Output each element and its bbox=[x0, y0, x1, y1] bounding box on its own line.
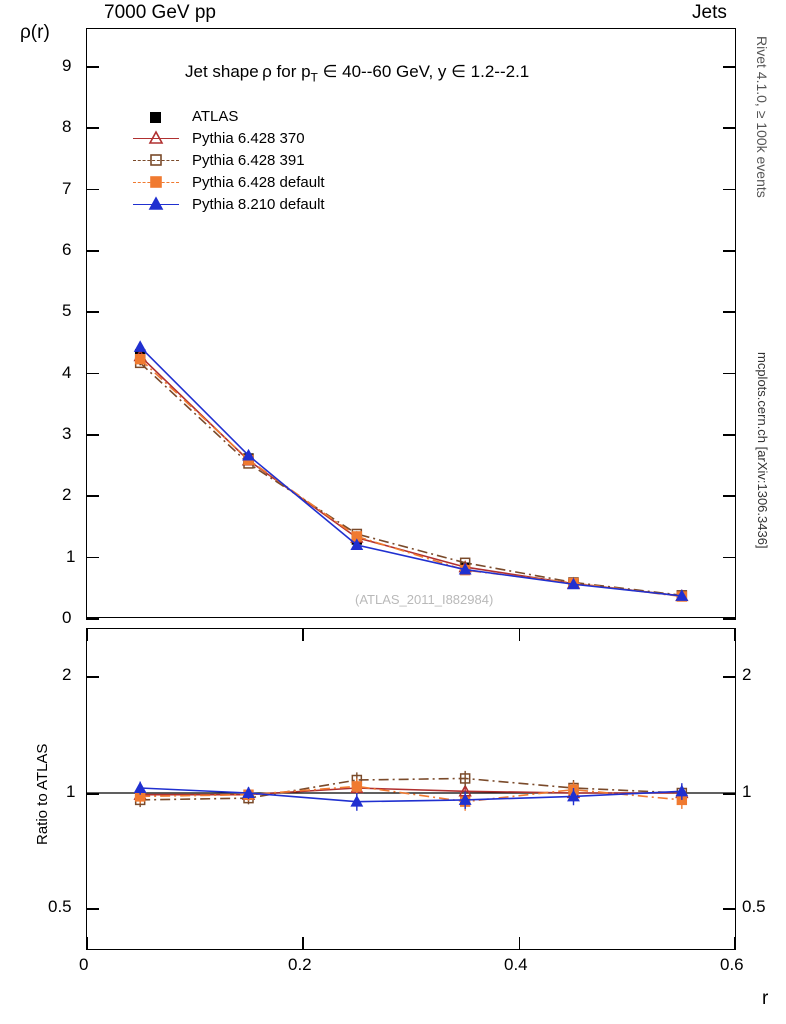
legend-label-atlas: ATLAS bbox=[192, 108, 239, 125]
rivet-version-label: Rivet 4.1.0, ≥ 100k events bbox=[754, 36, 770, 198]
ytick-3 bbox=[86, 434, 99, 436]
legend-marker-pythia6-391 bbox=[147, 151, 165, 169]
ratio-yticklabel-0.5: 0.5 bbox=[48, 897, 72, 916]
ratio-ytick-right-2 bbox=[723, 676, 736, 678]
ratio-ytick-right-0.5 bbox=[723, 908, 736, 910]
xticklabel-0.4: 0.4 bbox=[504, 955, 528, 974]
ytick-5 bbox=[86, 311, 99, 313]
legend-marker-pythia6-default bbox=[147, 173, 165, 191]
plot-title-text: Jet shape ρ for p bbox=[185, 62, 311, 81]
ytick-6 bbox=[86, 250, 99, 252]
ytick-right-9 bbox=[723, 66, 736, 68]
legend-label-pythia6-default: Pythia 6.428 default bbox=[192, 174, 325, 191]
ytick-right-4 bbox=[723, 373, 736, 375]
ratio-yticklabel-2: 2 bbox=[62, 665, 72, 684]
xtick-0.4 bbox=[519, 937, 521, 950]
xtick-top-0.2 bbox=[302, 628, 304, 641]
xticklabel-0: 0 bbox=[79, 955, 89, 974]
ratio-ytick-0.5 bbox=[86, 908, 99, 910]
ratio-ytick-1 bbox=[86, 793, 99, 795]
yticklabel-4: 4 bbox=[62, 362, 72, 382]
ratio-yticklabel-1: 1 bbox=[66, 782, 76, 801]
ratio-y-axis-label: Ratio to ATLAS bbox=[34, 743, 51, 845]
dataset-watermark: (ATLAS_2011_I882984) bbox=[355, 592, 494, 607]
plot-title: Jet shape ρ for $p_T$ ∈ 40--60 GeV, y ∈ 1.2--2.1 bbox=[185, 62, 530, 85]
ytick-right-5 bbox=[723, 311, 736, 313]
xtick-0 bbox=[86, 937, 88, 950]
main-plot-frame bbox=[86, 28, 736, 618]
x-axis-label: r bbox=[762, 988, 769, 1009]
ytick-right-0 bbox=[723, 618, 736, 620]
legend-marker-pythia8-default bbox=[147, 195, 165, 213]
yticklabel-6: 6 bbox=[62, 240, 72, 259]
ratio-plot-frame bbox=[86, 628, 736, 950]
ratio-yticklabel-right-1: 1 bbox=[742, 782, 752, 801]
xtick-0.2 bbox=[302, 937, 304, 950]
xtick-top-0.6 bbox=[734, 628, 736, 641]
yticklabel-0: 0 bbox=[62, 608, 72, 627]
yticklabel-9: 9 bbox=[62, 56, 72, 75]
header-left: 7000 GeV pp bbox=[104, 2, 216, 23]
yticklabel-2: 2 bbox=[62, 485, 72, 505]
ytick-9 bbox=[86, 66, 99, 68]
legend-marker-atlas bbox=[150, 112, 161, 123]
legend-label-pythia6-370: Pythia 6.428 370 bbox=[192, 130, 305, 147]
ytick-right-6 bbox=[723, 250, 736, 252]
yticklabel-7: 7 bbox=[62, 178, 72, 198]
xtick-top-0 bbox=[86, 628, 88, 641]
ytick-0 bbox=[86, 618, 99, 620]
yticklabel-5: 5 bbox=[62, 301, 72, 321]
ytick-right-2 bbox=[723, 495, 736, 497]
yticklabel-3: 3 bbox=[62, 424, 72, 443]
header-right: Jets bbox=[692, 2, 727, 23]
ytick-2 bbox=[86, 495, 99, 497]
xtick-0.6 bbox=[734, 937, 736, 950]
ytick-right-1 bbox=[723, 557, 736, 559]
xticklabel-0.6: 0.6 bbox=[720, 955, 744, 974]
ytick-4 bbox=[86, 373, 99, 375]
ytick-1 bbox=[86, 557, 99, 559]
legend-label-pythia8-default: Pythia 8.210 default bbox=[192, 196, 325, 213]
ratio-ytick-right-1 bbox=[723, 793, 736, 795]
yticklabel-1: 1 bbox=[66, 546, 76, 566]
ytick-right-3 bbox=[723, 434, 736, 436]
legend-marker-pythia6-370 bbox=[147, 129, 165, 147]
ytick-7 bbox=[86, 189, 99, 191]
y-axis-label: ρ(r) bbox=[20, 22, 50, 43]
ytick-8 bbox=[86, 127, 99, 129]
ratio-ytick-2 bbox=[86, 676, 99, 678]
legend-label-pythia6-391: Pythia 6.428 391 bbox=[192, 152, 305, 169]
ytick-right-8 bbox=[723, 127, 736, 129]
mcplots-label: mcplots.cern.ch [arXiv:1306.3436] bbox=[755, 352, 770, 549]
yticklabel-8: 8 bbox=[62, 117, 72, 137]
ytick-right-7 bbox=[723, 189, 736, 191]
xtick-top-0.4 bbox=[519, 628, 521, 641]
xticklabel-0.2: 0.2 bbox=[288, 955, 312, 974]
ratio-yticklabel-right-0.5: 0.5 bbox=[742, 897, 766, 916]
ratio-yticklabel-right-2: 2 bbox=[742, 665, 752, 684]
